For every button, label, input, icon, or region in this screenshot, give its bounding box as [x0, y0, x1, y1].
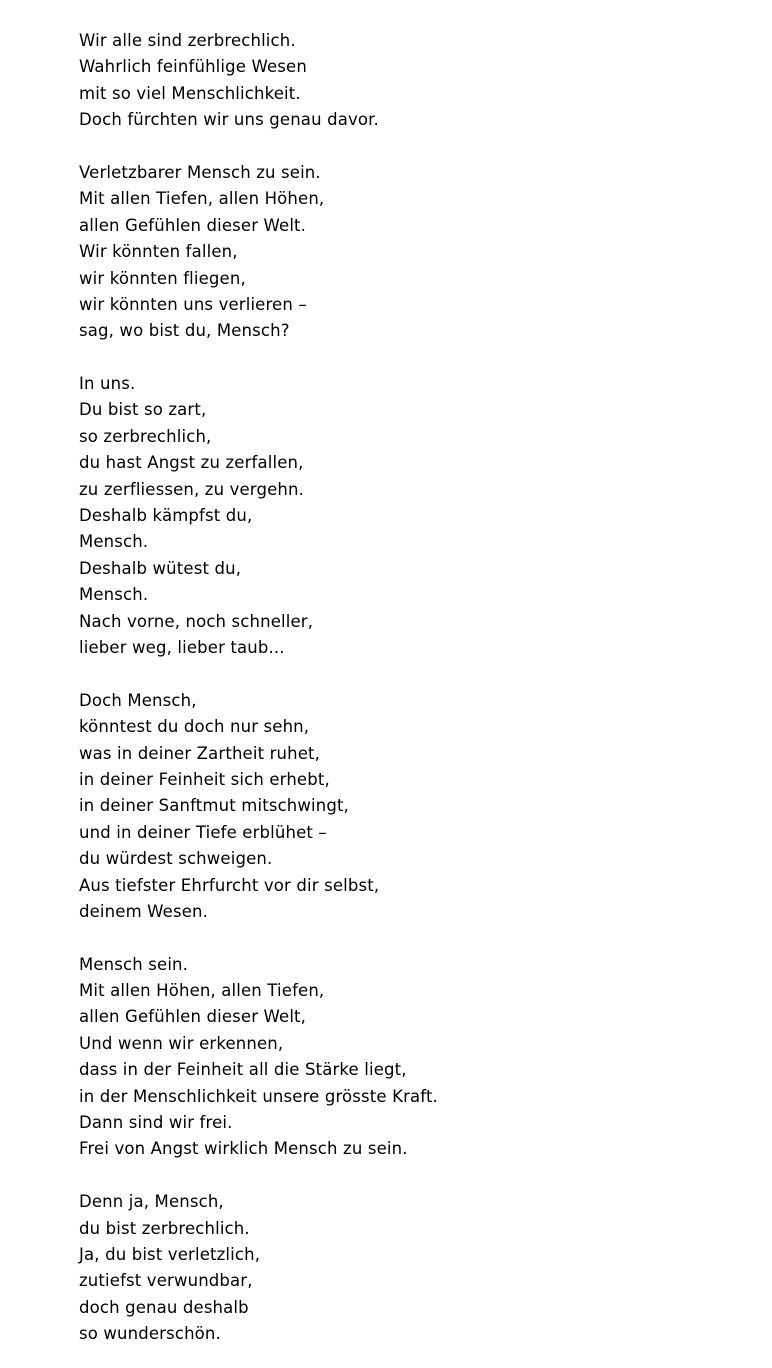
poem-stanza — [79, 688, 739, 926]
poem-line: Deshalb wütest du, — [79, 558, 242, 578]
poem-line: lieber weg, lieber taub... — [79, 637, 285, 657]
poem-line: Mensch. — [79, 532, 149, 552]
poem-line: Mensch. — [79, 585, 149, 605]
poem-line: Du bist so zart, — [79, 400, 207, 420]
poem-line: zutiefst verwundbar, — [79, 1271, 253, 1291]
poem-line: wir könnten uns verlieren – — [79, 294, 307, 314]
poem-line: so zerbrechlich, — [79, 426, 212, 446]
poem-line: Wir könnten fallen, — [79, 242, 238, 262]
poem-line: könntest du doch nur sehn, — [79, 717, 310, 737]
poem-line: sag, wo bist du, Mensch? — [79, 321, 290, 341]
poem-line: deinem Wesen. — [79, 901, 209, 921]
poem-line: Mensch sein. — [79, 954, 189, 974]
poem-line: dass in der Feinheit all die Stärke liegt, — [79, 1060, 407, 1080]
poem-line: in deiner Sanftmut mitschwingt, — [79, 796, 350, 816]
poem-line: allen Gefühlen dieser Welt, — [79, 1007, 307, 1027]
poem-line: Nach vorne, noch schneller, — [79, 611, 314, 631]
poem-line: Mit allen Höhen, allen Tiefen, — [79, 981, 325, 1001]
poem-line: In uns. — [79, 374, 136, 394]
poem-line: du hast Angst zu zerfallen, — [79, 453, 304, 473]
poem-line: Deshalb kämpfst du, — [79, 506, 253, 526]
poem-stanza — [79, 371, 739, 661]
poem-line: mit so viel Menschlichkeit. — [79, 83, 301, 103]
poem-line: Verletzbarer Mensch zu sein. — [79, 162, 321, 182]
poem-line: was in deiner Zartheit ruhet, — [79, 743, 321, 763]
poem-line: zu zerfliessen, zu vergehn. — [79, 479, 304, 499]
poem-line: Aus tiefster Ehrfurcht vor dir selbst, — [79, 875, 380, 895]
poem-line: Mit allen Tiefen, allen Höhen, — [79, 189, 325, 209]
poem-line: Wir alle sind zerbrechlich. — [79, 31, 296, 50]
poem-line: Ja, du bist verletzlich, — [79, 1244, 261, 1264]
poem-line: doch genau deshalb — [79, 1297, 249, 1317]
poem-stanza — [79, 952, 739, 1163]
poem-stanza — [79, 28, 739, 134]
poem-stanza — [79, 160, 739, 345]
poem-line: so wunderschön. — [79, 1324, 221, 1344]
poem-line: und in deiner Tiefe erblühet – — [79, 822, 327, 842]
poem-line: Dann sind wir frei. — [79, 1113, 233, 1133]
poem-line: Und wenn wir erkennen, — [79, 1033, 284, 1053]
poem-line: du bist zerbrechlich. — [79, 1218, 250, 1238]
poem-line: Doch Mensch, — [79, 690, 197, 710]
poem-line: Frei von Angst wirklich Mensch zu sein. — [79, 1139, 408, 1159]
poem-stanza — [79, 1189, 739, 1347]
poem-text — [79, 28, 739, 1348]
poem-line: wir könnten fliegen, — [79, 268, 246, 288]
poem-line: Wahrlich feinfühlige Wesen — [79, 57, 307, 77]
poem-line: Doch fürchten wir uns genau davor. — [79, 110, 379, 130]
poem-line: in deiner Feinheit sich erhebt, — [79, 769, 330, 789]
poem-line: in der Menschlichkeit unsere grösste Kraft. — [79, 1086, 438, 1106]
poem-line: allen Gefühlen dieser Welt. — [79, 215, 307, 235]
poem-line: du würdest schweigen. — [79, 849, 273, 869]
poem-line: Denn ja, Mensch, — [79, 1192, 224, 1212]
